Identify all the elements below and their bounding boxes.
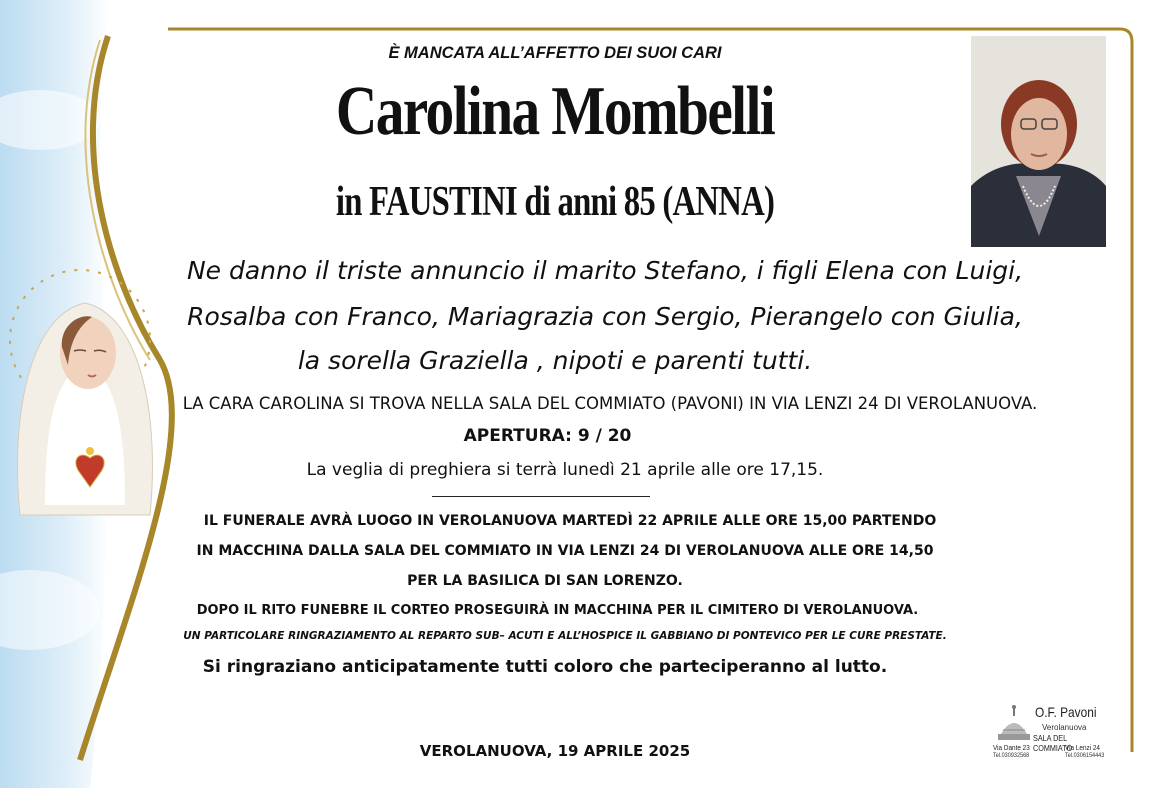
family-line: la sorella Graziella , nipoti e parenti tutti. (297, 346, 813, 375)
location-line: LA CARA CAROLINA SI TROVA NELLA SALA DEL COMMIATO (PAVONI) IN VIA LENZI 24 DI VEROLANUOVA. (182, 394, 1038, 413)
dome-emblem-icon (990, 702, 1035, 744)
date-line: VEROLANUOVA, 19 APRILE 2025 (419, 742, 691, 760)
logo-sala: SALA DEL COMMIATO (1033, 733, 1073, 753)
funeral-line: PER LA BASILICA DI SAN LORENZO. (407, 573, 683, 589)
family-line: Ne danno il triste annuncio il marito Stefano, i figli Elena con Luigi, (186, 256, 1024, 285)
logo-address-right: Via Lenzi 24 (1065, 743, 1100, 752)
funeral-line: IN MACCHINA DALLA SALA DEL COMMIATO IN VIA LENZI 24 DI VEROLANUOVA ALLE ORE 14,50 (196, 543, 934, 559)
funeral-line: IL FUNERALE AVRÀ LUOGO IN VEROLANUOVA MARTEDÌ 22 APRILE ALLE ORE 15,00 PARTENDO (203, 513, 937, 529)
vigil-line: La veglia di preghiera si terrà lunedì 21 aprile alle ore 17,15. (306, 460, 824, 480)
logo-brand: O.F. Pavoni (1035, 704, 1097, 720)
separator-line (432, 496, 650, 497)
family-line: Rosalba con Franco, Mariagrazia con Sergio, Pierangelo con Giulia, (187, 302, 1023, 331)
madonna-image (0, 255, 170, 525)
logo-town: Verolanuova (1042, 723, 1087, 732)
header-line: È MANCATA ALL’AFFETTO DEI SUOI CARI (388, 44, 722, 62)
thanks-line: Si ringraziano anticipatamente tutti coloro che parteciperanno al lutto. (202, 657, 888, 677)
deceased-subname: in FAUSTINI di anni 85 (ANNA) (335, 179, 775, 225)
opening-hours: APERTURA: 9 / 20 (463, 426, 632, 446)
funeral-line: UN PARTICOLARE RINGRAZIAMENTO AL REPARTO SUB– ACUTI E ALL’HOSPICE IL GABBIANO DI PONTEVICO PER LE CURE PRESTATE. (183, 630, 947, 642)
logo-address-left: Via Dante 23 (993, 743, 1030, 752)
deceased-name: Carolina Mombelli (335, 73, 775, 150)
funeral-home-logo (990, 702, 1110, 764)
logo-phone-left: Tel.030932568 (993, 752, 1030, 759)
logo-phone-right: Tel.0306154443 (1065, 752, 1105, 759)
funeral-line: DOPO IL RITO FUNEBRE IL CORTEO PROSEGUIRÀ IN MACCHINA PER IL CIMITERO DI VEROLANUOVA. (196, 603, 919, 618)
